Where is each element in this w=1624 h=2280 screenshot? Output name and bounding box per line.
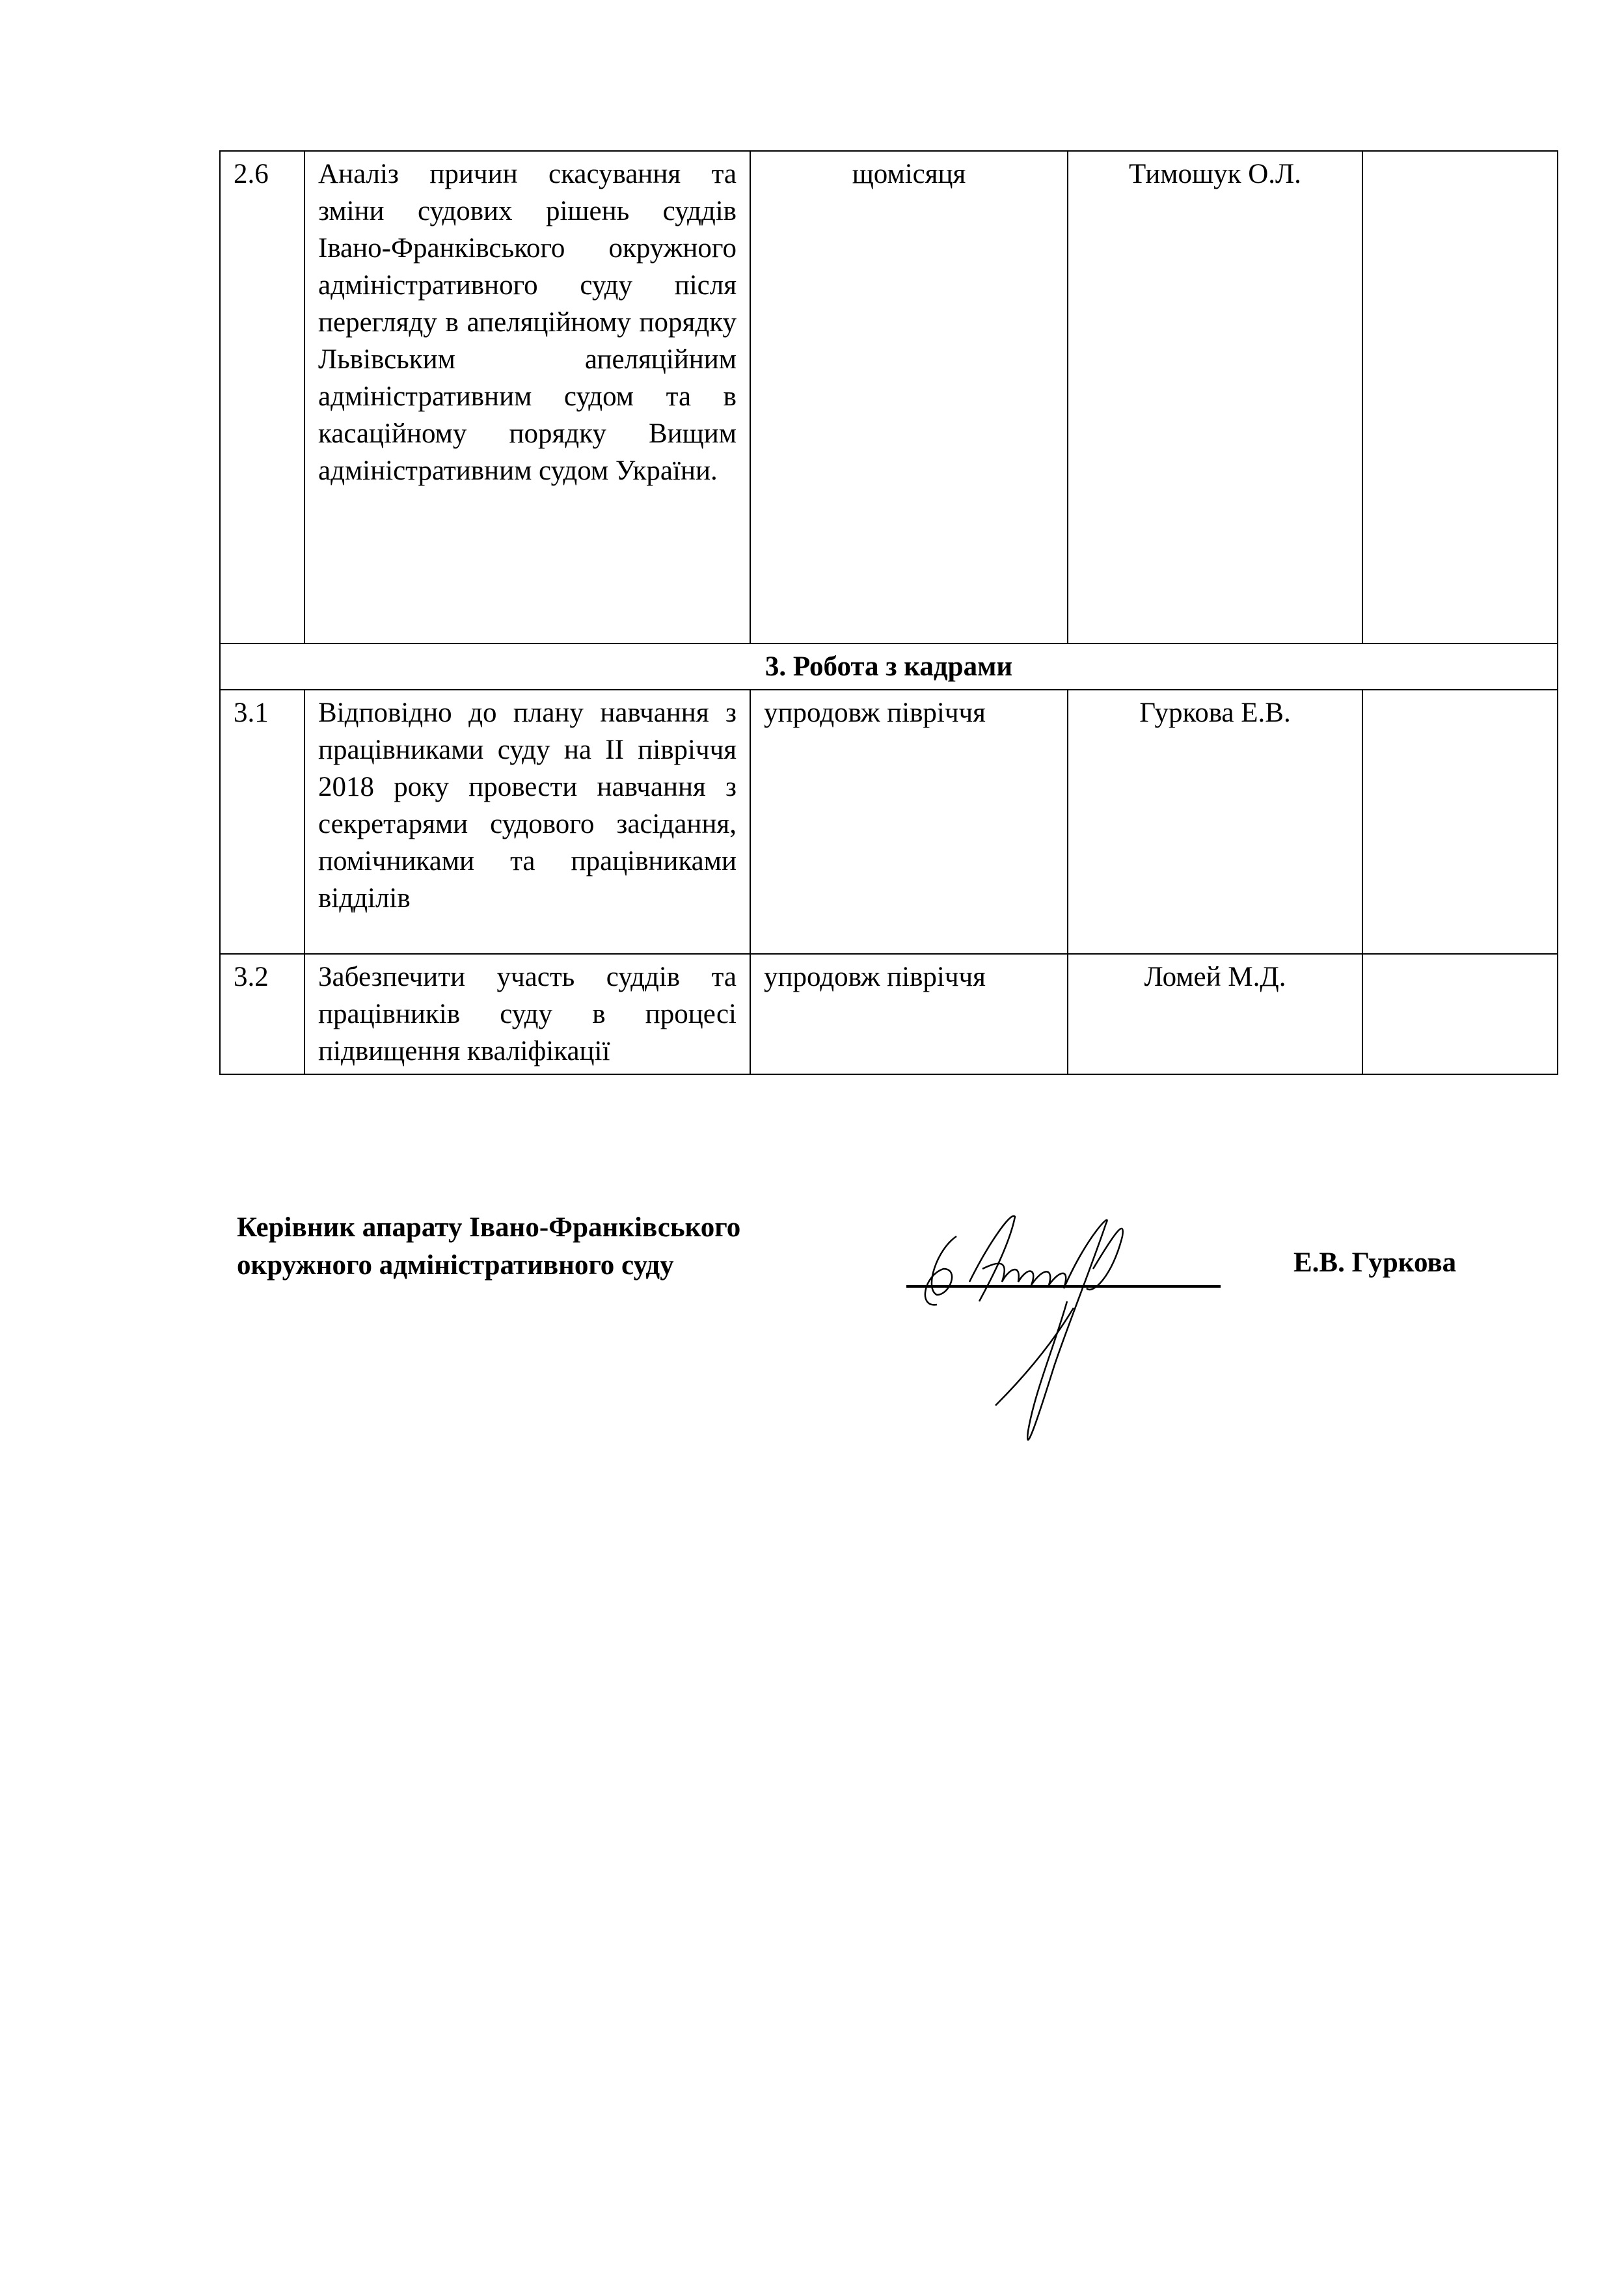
row-number: 2.6	[220, 151, 304, 644]
signatory-position	[237, 1209, 740, 1284]
table-row	[220, 151, 1558, 644]
section-title: 3. Робота з кадрами	[220, 644, 1558, 690]
task-description: Аналіз причин скасування та зміни судових рішень суддів Івано-Франківського окружного адміністративного суду після перегляду в апеляційному порядку Львівським апеляційним адміністративним судом та в касаційному порядку Вищим адміністративним судом України.	[304, 151, 750, 644]
signatory-name: Е.В. Гуркова	[1293, 1247, 1457, 1278]
table-row	[220, 954, 1558, 1074]
row-number: 3.1	[220, 690, 304, 954]
task-term: щомісяця	[750, 151, 1068, 644]
task-description: Відповідно до плану навчання з працівниками суду на ІІ півріччя 2018 року провести навчання з секретарями судового засідання, помічниками та працівниками відділів	[304, 690, 750, 954]
task-term: упродовж півріччя	[750, 954, 1068, 1074]
task-responsible: Ломей М.Д.	[1068, 954, 1362, 1074]
task-term: упродовж півріччя	[750, 690, 1068, 954]
handwritten-signature	[898, 1197, 1262, 1458]
signature-line	[906, 1285, 1221, 1288]
task-responsible: Тимошук О.Л.	[1068, 151, 1362, 644]
row-number: 3.2	[220, 954, 304, 1074]
position-line-1: Керівник апарату Івано-Франківського	[237, 1212, 741, 1243]
position-line-2: окружного адміністративного суду	[237, 1250, 674, 1281]
task-responsible: Гуркова Е.В.	[1068, 690, 1362, 954]
table-row	[220, 690, 1558, 954]
plan-table	[219, 150, 1558, 1075]
task-description: Забезпечити участь суддів та працівників суду в процесі підвищення кваліфікації	[304, 954, 750, 1074]
section-row	[220, 644, 1558, 690]
task-note	[1362, 690, 1558, 954]
task-note	[1362, 954, 1558, 1074]
task-note	[1362, 151, 1558, 644]
